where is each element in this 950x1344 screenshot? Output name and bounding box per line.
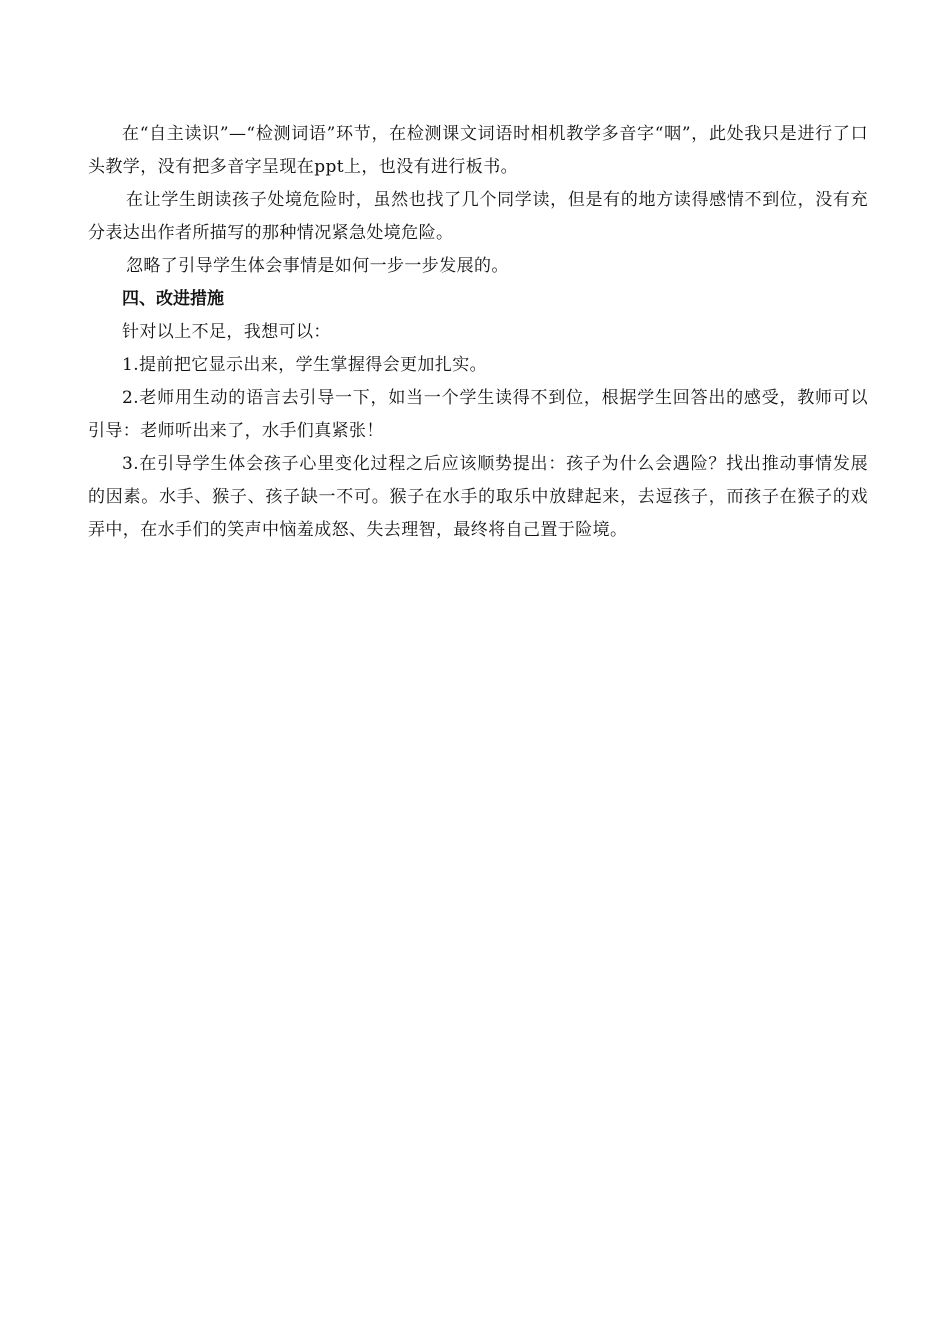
- paragraph-event-development: 忽略了引导学生体会事情是如何一步一步发展的。: [126, 256, 509, 276]
- list-item-measure-2: 2.老师用生动的语言去引导一下，如当一个学生读得不到位，根据学生回答出的感受，教师可以引导：老师听出来了，水手们真紧张！: [88, 388, 868, 441]
- paragraph-polyphonic-teaching: 在“自主读识”—“检测词语”环节，在检测课文词语时相机教学多音字“咽”，此处我只是进行了口头教学，没有把多音字呈现在ppt上，也没有进行板书。: [88, 124, 868, 177]
- paragraph-reading-emotion: 在让学生朗读孩子处境危险时，虽然也找了几个同学读，但是有的地方读得感情不到位，没有充分表达出作者所描写的那种情况紧急处境危险。: [88, 190, 868, 243]
- section-heading-improvement: 四、改进措施: [122, 289, 224, 309]
- list-item-measure-1: 1.提前把它显示出来，学生掌握得会更加扎实。: [122, 355, 488, 375]
- paragraph-intro-measures: 针对以上不足，我想可以：: [122, 322, 331, 342]
- list-item-measure-3: 3.在引导学生体会孩子心里变化过程之后应该顺势提出：孩子为什么会遇险？找出推动事情发展的因素。水手、猴子、孩子缺一不可。猴子在水手的取乐中放肆起来，去逗孩子，而孩子在猴子的戏弄中，在水手们的笑声中恼羞成怒、失去理智，最终将自己置于险境。: [88, 454, 868, 540]
- document-body: [88, 118, 868, 547]
